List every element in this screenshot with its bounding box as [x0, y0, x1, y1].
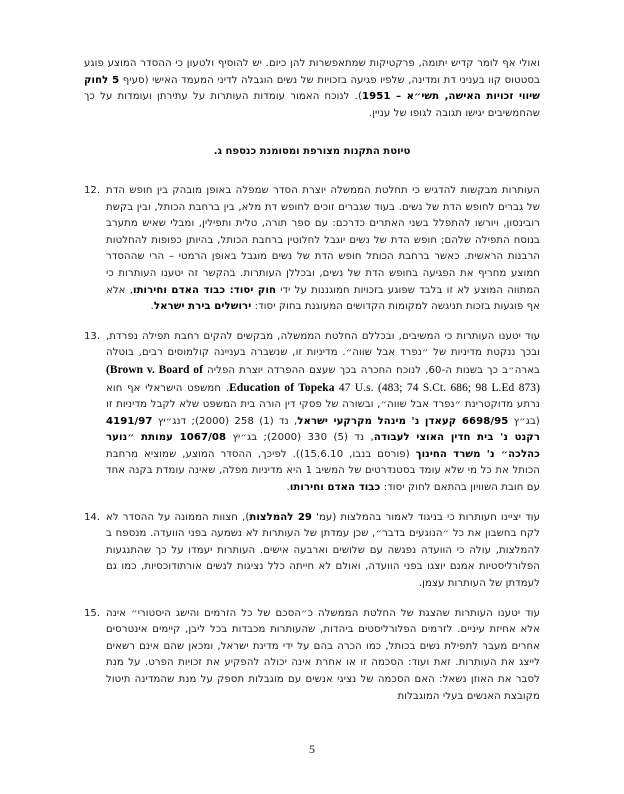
text-segment-bold: 6698/95 קעאדן נ' מינהל מקרקעי ישראל — [297, 415, 509, 427]
text-segment-bold: 1067/08 עמותת ״נוער כהלכה״ נ' משרד החינוך — [106, 432, 540, 460]
list-item-number: 15. — [84, 607, 101, 619]
text-segment-bold: חוק יסוד: כבוד האדם וחירותו — [133, 284, 277, 296]
english-case-reporter: 47 U.s. (483; 74 S.Ct. 686; 98 L.Ed 873) — [334, 381, 540, 394]
section-heading: טיוטת התקנות מצורפת ומסומנת כנספח ג. — [213, 146, 411, 158]
lead-bold-citation: 5 לחוק שיווי זכויות האישה, תשי״א – 1951 — [84, 74, 541, 103]
list-item-body — [106, 329, 540, 497]
list-item — [84, 329, 540, 497]
text-segment: העותרות מבקשות להדגיש כי תחלטת הממשלה יוצרת הסדר שמפלה באופן מובהק בין חופש הדת של גברים לחופש הדת של נשים. בעוד שגברים זוכים לחופש דת מלא, בין ברחבת הכותל, ובין בקשת רובינסון, ויורשו להתפלל בשני האתרים כדרכם: עם ספר תורה, טלית ותפילין, ומבלי שאיש מתערב בנוסח התפילה שלהם; חופש הדת של נשים יוגבל לחלוטין ברחבת הכותל, בהיותן כפופות להחלטות הרבנות הראשית. כאשר ברחבת הכותל חופש הדת של נשים מוגבל באופן הרמטי – הרי שההסדר חמוצע מחריף את הפגיעה בחופש הדת של נשים, ובכללן העותרות. בהקשר זה יטענו העותרות כי המתווה המוצע לא זו בלבד שפוגע בזכויות חמוגננות על ידי — [106, 184, 540, 296]
list-item-number: 14. — [84, 511, 101, 523]
english-case-citation: (Brown v. Board of Education of Topeka — [106, 363, 335, 394]
text-segment: ), חצוות הממונה על ההסדר לא לקח בחשבון את כל ״הנוגעים בדבר״, שכן עמדתן של העותרות לא נשמעה בפני הוועדה. מנספח ב להמלצות, עולה כי הוועדה נפגשה עם שלושים וארבעה אישים. העותרות יעמדו על כך שהתנגעות הפלורליסטיות אמנם יוצגו בפני הוועדה, ואולם לא חייתה כלל נציגות לנשים אורתודוכסיות, כמו גם לעמדתן של העותרות עצמן. — [106, 511, 540, 590]
page-content — [84, 56, 540, 718]
lead-part-1: ואולי אף לומר קדיש יתומה, פרקטיקות שמתאפשרות להן כיום. יש להוסיף ולטעון כי ההסדר המוצע פוגע בסטטוס קוו בעניני דת ומדינה, שלפיו פגיעה בזכויות של נשים הוגבלה לדיני המעמד האישי (סעיף — [84, 58, 541, 86]
list-item — [84, 183, 540, 316]
list-item — [84, 606, 540, 706]
text-segment-bold: 29 להמלצות — [249, 511, 313, 523]
lead-paragraph — [84, 56, 540, 122]
text-segment-bold: ירושלים בירת ישראל — [153, 301, 252, 313]
text-segment: עוד יציינו חעותרות כי בניגוד לאמור בהמלצות (עמ' — [312, 511, 540, 523]
text-segment: . — [150, 301, 154, 313]
page-number-footer: 5 — [309, 742, 315, 756]
list-item-number: 13. — [84, 330, 101, 342]
list-item-body — [106, 510, 540, 593]
text-segment-bold: כבוד האדם וחירותו — [289, 482, 381, 494]
lead-part-2: ). לנוכח האמור עומדות העותרות על עתירתן ועומדות על כך שהחמשיבים יגישו תגובה לגופו של עניין. — [84, 91, 540, 119]
list-item — [84, 510, 540, 593]
list-item-body — [106, 183, 540, 316]
text-segment: עוד יטענו העותרות שהצגת של החלטת הממשלה כ״הסכם של כל הזרמים והישג היסטורי״ אינה אלא אחיזת עיניים. לזרמים הפלורליסטים ביהדות, שהעותרות מכבדות בכל ליבן, קיימים אינטרסים אחרים מעבר לתפילת נשים בכותל, כמו הכרה בהם על ידי מדינת ישראל, ומכאן שהם אינם רשאים לייצג את העותרות. זאת ועוד: הסכמה זו או אחרת אינה יכולה להפקיע את זכויות הפרט. על מנת לסבר את האוזן נשאל: האם הסכמה של נציגי אנשים עם מוגבלות תספק על מנת שהמדינה תיטול מקובצת האנשים בעלי המוגבלות — [106, 607, 540, 702]
list-item-body — [106, 606, 540, 706]
text-segment: . חמשפט הישראלי אף חוא נרתע מדוקטרינת ״נפרד אבל שווה״, ובשורה של פסקי דין הורה בית המשפט שלא לקבל מדיניות זו (בג״ץ — [106, 382, 540, 427]
text-segment: , אלא אף פוגעות בזכות תניגשה למקומות הקדושים המעוגנת בחוק יסוד: — [106, 284, 540, 313]
text-segment: . — [286, 482, 290, 494]
list-item-number: 12. — [84, 184, 101, 196]
text-segment: עוד יטענו העותרות כי המשיבים, ובכללם החלטת הממשלה, מבקשים להקים רחבת תפילה נפרדת, ובכך ננקטת מדיניות של ״נפרד אבל שווה״. מדיניות זו, שנשברה בעניינה קולמוסים רבים, בוטלה בארה״ב כך בשנות ה-60, לנוכח החכרה בכך שעצם ההפרדה יוצרת הפליה — [106, 330, 540, 376]
text-segment-bold: 4191/97 רקנט נ' בית חדין האוצי לעבודה — [106, 415, 540, 444]
text-segment: (פורסם בנבו, 15.6.10)). לפיכך, ההסדר המוצע, שמוציא מרחבת הכותל את כל מי שלא עומד בסטנדרטים של המשיב 1 היא מדיניות מפלה, שאינה עומדת בקנה אחד עם חובת השוויון בהתאם לחוק יסוד: — [106, 448, 540, 494]
text-segment: , נד (1) 258 (2000); דנג״יץ — [152, 415, 298, 427]
text-segment: , נד (5) 330 (2000); בג״יץ — [226, 432, 374, 444]
